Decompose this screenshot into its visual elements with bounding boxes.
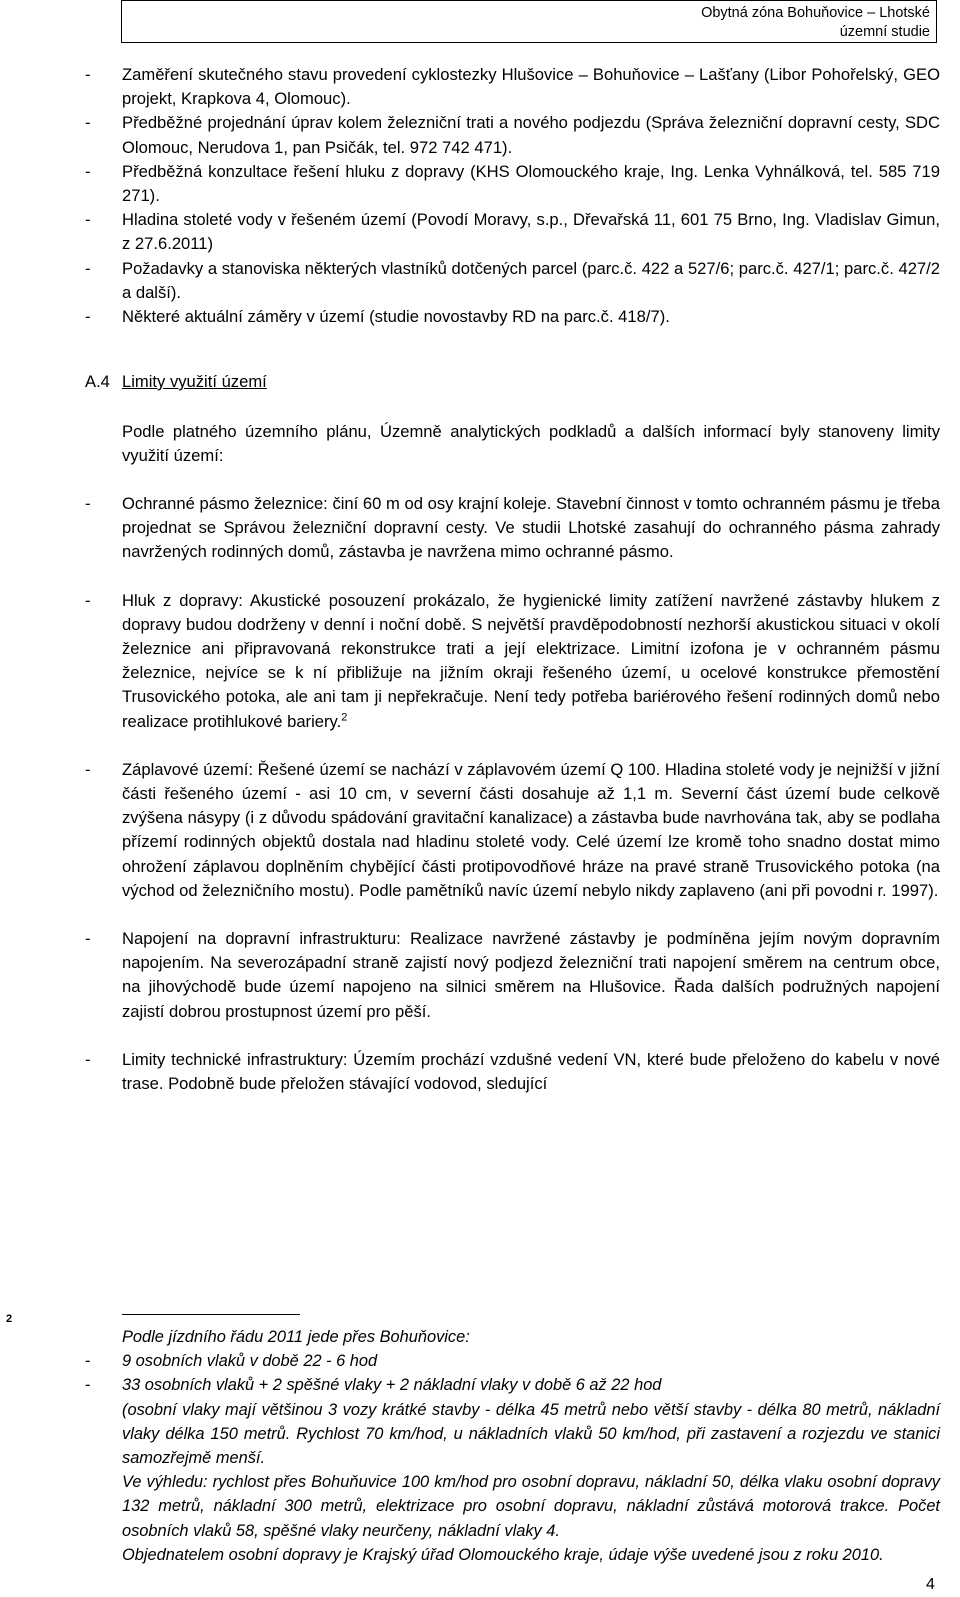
list-item-text: Požadavky a stanoviska některých vlastníků dotčených parcel (parc.č. 422 a 527/6; parc.č. 427/1; parc.č. 427/2 a další). [122,258,940,302]
list-dash: - [85,590,91,610]
page-number: 4 [926,1576,935,1593]
header-subtitle: územní studie [839,23,930,40]
footnote-item [85,1349,940,1373]
list-dash: - [85,307,91,327]
list-item [85,305,940,329]
footnote-item [85,1373,940,1397]
list-dash: - [85,929,91,949]
limits-list [85,492,940,1120]
list-item-text: Napojení na dopravní infrastrukturu: Realizace navržené zástavby je podmíněna jejím novým dopravním napojením. Na severozápadní straně zajistí nový podjezd železniční trati napojení směrem na centrum obce, na jihovýchodě bude území napojeno na silnici směrem na Hlušovice. Řada dalších podružných napojení zajistí dobrou prostupnost území pro pěší. [122,929,940,1021]
list-item-text: Hladina stoleté vody v řešeném území (Povodí Moravy, s.p., Dřevařská 11, 601 75 Brno, Ing. Vladislav Gimun, z 27.6.2011) [122,210,940,254]
footnote-intro: Podle jízdního řádu 2011 jede přes Bohuňovice: [122,1328,470,1346]
section-intro: Podle platného územního plánu, Územně analytických podkladů a dalších informací byly stanoveny limity využití území: [122,422,940,466]
running-header [121,0,937,43]
list-item-text: Záplavové území: Řešené území se nachází v záplavovém území Q 100. Hladina stoleté vody je nejnižší v jižní části řešeného území - asi 10 cm, v severní části dosahuje až 1,1 m. Severní část území bude celkově zvýšena násypy (i z důvodu spádování gravitační kanalizace) a zástavba bude navrhována tak, aby se podlaha přízemí rodinných objektů dostala nad hladinu stoleté vody. Celé území lze kromě toho snadno dostat mimo ohrožení záplavou doplněním chybějící části protipovodňové hráze na pravé straně Trusovického potoka (na východ od železničního mostu). Podle pamětníků navíc území nebylo nikdy zaplaveno (ani při povodni r. 1997). [122,759,940,900]
list-dash: - [85,1049,91,1069]
section-title: Limity využití území [122,372,267,391]
list-item [85,492,940,565]
list-item-text: Předběžné projednání úprav kolem železniční trati a nového podjezdu (Správa železniční dopravní cesty, SDC Olomouc, Nerudova 1, pan Psičák, tel. 972 742 471). [122,113,940,157]
list-item [85,257,940,305]
footnote-client: Objednatelem osobní dopravy je Krajský úřad Olomouckého kraje, údaje výše uvedené jsou z roku 2010. [122,1545,884,1564]
list-dash: - [85,494,91,513]
list-item-body: Hluk z dopravy: Akustické posouzení prokázalo, že hygienické limity zatížení navržené zástavby hlukem z dopravy budou dodrženy v denní i noční době. S největší pravděpodobností nezhorší akustickou situaci v okolí železnice ani připravovaná rekonstrukce trati a její elektrizace. Limitní izofona je v ochranném pásmu železnice, nejvíce se k ní přibližuje na jižním okraji řešeného území, u ocelové konstrukce přemostění Trusovického potoka, ale ani tam ji nepřekračuje. Není tedy potřeba bariérového řešení rodinných domů nebo realizace protihlukové bariery. [122,590,940,731]
footnote-mark: 2 [6,1313,13,1325]
list-dash: - [85,1376,91,1395]
section-number: A.4 [85,372,110,391]
list-dash: - [85,258,91,278]
footnote-separator [122,1314,300,1315]
list-item [85,63,940,111]
footnote-item-text: 33 osobních vlaků + 2 spěšné vlaky + 2 nákladní vlaky v době 6 až 22 hod [122,1376,662,1395]
list-item-text [122,589,940,734]
footnote-outlook: Ve výhledu: rychlost přes Bohuňuvice 100 km/hod pro osobní dopravu, nákladní 50, délka vlaku osobní dopravy 132 metrů, nákladní 300 metrů, elektrizace pro osobní dopravu, nákladní zůstává motorová trakce. Počet osobních vlaků 58, spěšné vlaky neurčeny, nákladní vlaky 4. [122,1473,940,1540]
list-item-text: Některé aktuální záměry v území (studie novostavby RD na parc.č. 418/7). [122,307,670,327]
list-item-text: Zaměření skutečného stavu provedení cyklostezky Hlušovice – Bohuňovice – Lašťany (Libor Pohořelský, GEO projekt, Krapkova 4, Olomouc). [122,65,940,109]
list-item [85,927,940,1024]
list-dash: - [85,161,91,181]
list-dash: - [85,113,91,133]
sources-list [85,63,940,329]
footnote [85,1325,940,1567]
list-item [85,208,940,256]
list-item-text: Předběžná konzultace řešení hluku z dopravy (KHS Olomouckého kraje, Ing. Lenka Vyhnálková, tel. 585 719 271). [122,161,940,206]
list-item [85,589,940,734]
footnote-detail: (osobní vlaky mají většinou 3 vozy krátké stavby - délka 45 metrů nebo větší stavby - délka 80 metrů, nákladní vlaky délka 150 metrů. Rychlost 70 km/hod, u nákladních vlaků 50 km/hod, při zastavení a rozjezdu ve stanici samozřejmě menší. [122,1400,940,1468]
list-dash: - [85,210,91,230]
list-item-text: Limity technické infrastruktury: Územím prochází vzdušné vedení VN, které bude přeloženo do kabelu v nové trase. Podobně bude přeložen stávající vodovod, sledující [122,1049,940,1094]
list-dash: - [85,65,91,84]
footnote-reference: 2 [341,711,348,724]
footnote-item-text: 9 osobních vlaků v době 22 - 6 hod [122,1352,378,1371]
list-item [85,111,940,159]
list-dash: - [85,759,91,779]
list-item [85,758,940,903]
list-item-text: Ochranné pásmo železnice: činí 60 m od osy krajní koleje. Stavební činnost v tomto ochranném pásmu je třeba projednat se Správou železniční dopravní cesty. Ve studii Lhotské zasahují do ochranného pásma zahrady navržených rodinných domů, zástavba je navržena mimo ochranné pásmo. [122,494,940,562]
header-title: Obytná zóna Bohuňovice – Lhotské [701,5,930,21]
list-dash: - [85,1352,91,1371]
list-item [85,160,940,208]
list-item [85,1048,940,1096]
